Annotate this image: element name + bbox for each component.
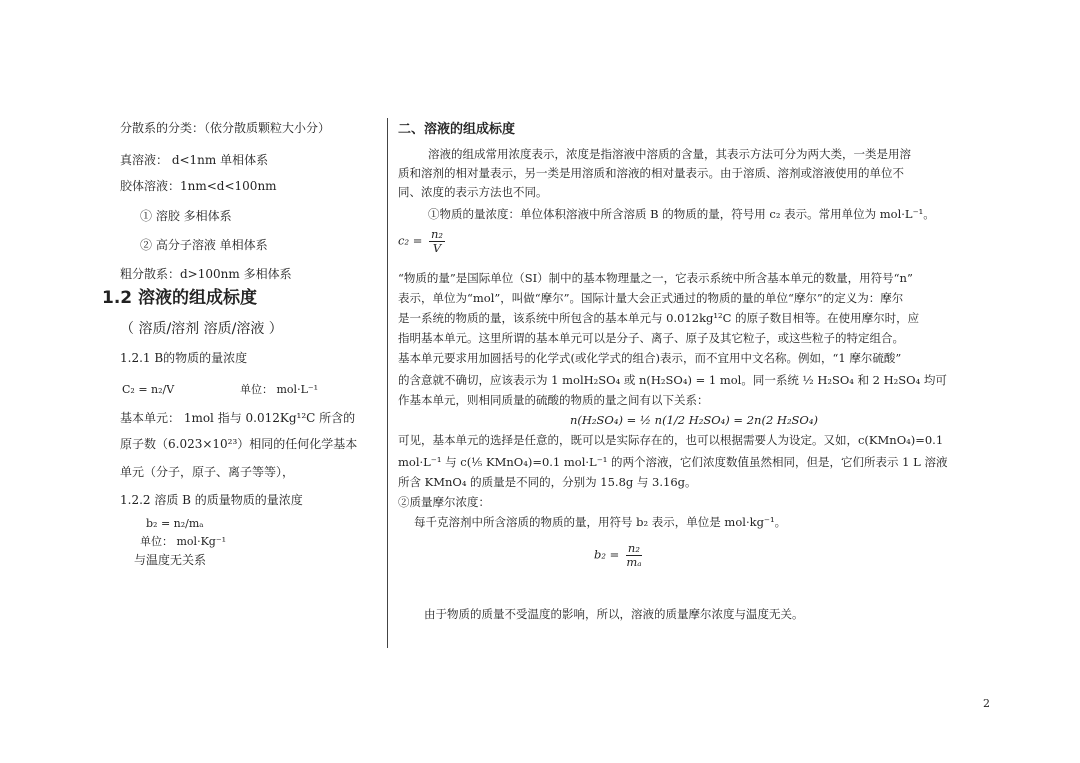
column-divider — [387, 118, 388, 648]
cb-unit: 单位： mol·L⁻¹ — [240, 383, 319, 396]
colloid-line: 胶体溶液：1nm<d<100nm — [120, 179, 277, 193]
sulfuric-equation: n(H₂SO₄) = ½ n(1/2 H₂SO₄) = 2n(2 H₂SO₄) — [570, 413, 818, 427]
bb-equation — [594, 542, 645, 569]
section-title: 1.2 溶液的组成标度 — [102, 288, 258, 308]
para1-line1: 溶液的组成常用浓度表示，浓度是指溶液中溶质的含量，其表示方法可分为两大类，一类是用溶 — [428, 147, 911, 161]
para6: 每千克溶剂中所含溶质的物质的量，用符号 b₂ 表示，单位是 mol·kg⁻¹。 — [414, 515, 787, 529]
para3-line2: 表示，单位为“mol”，叫做“摩尔”。国际计量大会正式通过的物质的量的单位“摩尔”的定义为：摩尔 — [398, 291, 904, 305]
right-title: 二、溶液的组成标度 — [398, 122, 516, 137]
bb-eq-lhs: b₂ = — [594, 547, 620, 562]
para7: 由于物质的质量不受温度的影响，所以，溶液的质量摩尔浓度与温度无关。 — [424, 607, 804, 621]
cb-denominator: V — [432, 241, 442, 255]
page-number: 2 — [983, 697, 990, 710]
bb-denominator: mₐ — [626, 555, 642, 569]
para3-line7: 作基本单元，则相同质量的硫酸的物质的量之间有以下关系： — [398, 393, 709, 407]
subsection-122: 1.2.2 溶质 B 的质量物质的量浓度 — [120, 493, 303, 507]
para2: ①物质的量浓度：单位体积溶液中所含溶质 B 的物质的量，符号用 c₂ 表示。常用单位为 mol·L⁻¹。 — [428, 207, 935, 221]
para3-line4: 指明基本单元。这里所谓的基本单元可以是分子、离子、原子及其它粒子，或这些粒子的特定组合。 — [398, 331, 904, 345]
polymer-solution-line: ② 高分子溶液 单相体系 — [140, 238, 268, 252]
para5: ②质量摩尔浓度： — [398, 495, 490, 509]
cb-fraction — [429, 228, 445, 255]
para4-line3: 所含 KMnO₄ 的质量是不同的，分别为 15.8g 与 3.16g。 — [398, 475, 697, 489]
para4-line1: 可见，基本单元的选择是任意的，既可以是实际存在的，也可以根据需要人为设定。又如，c(KMnO₄)=0.1 — [398, 433, 944, 447]
para3-line1: “物质的量”是国际单位（SI）制中的基本物理量之一，它表示系统中所含基本单元的数量，用符号“n” — [398, 271, 913, 285]
bb-numerator: n₂ — [627, 541, 640, 555]
para1-line3: 同、浓度的表示方法也不同。 — [398, 185, 548, 199]
cb-numerator: n₂ — [431, 227, 444, 241]
para3-line3: 是一系统的物质的量，该系统中所包含的基本单元与 0.012kg¹²C 的原子数目相等。在使用摩尔时，应 — [398, 311, 920, 325]
bb-fraction — [626, 542, 642, 569]
coarse-dispersion-line: 粗分散系：d>100nm 多相体系 — [120, 267, 292, 281]
para3-line6: 的含意就不确切，应该表示为 1 molH₂SO₄ 或 n(H₂SO₄) = 1 mol。同一系统 ½ H₂SO₄ 和 2 H₂SO₄ 均可 — [398, 373, 947, 387]
para4-line2: mol·L⁻¹ 与 c(⅕ KMnO₄)=0.1 mol·L⁻¹ 的两个溶液，它们浓度数值虽然相同，但是，它们所表示 1 L 溶液 — [398, 455, 948, 469]
section-subtitle: （ 溶质/溶剂 溶质/溶液 ） — [120, 321, 283, 337]
cb-formula: C₂ = n₂/V — [122, 383, 175, 396]
para1-line2: 质和溶剂的相对量表示，另一类是用溶质和溶液的相对量表示。由于溶质、溶剂或溶液使用的单位不 — [398, 166, 904, 180]
cb-eq-lhs: c₂ = — [398, 233, 423, 248]
sol-line: ① 溶胶 多相体系 — [140, 209, 232, 223]
bb-formula: b₂ = n₂/mₐ — [146, 517, 204, 530]
cb-equation — [398, 228, 448, 255]
temperature-note: 与温度无关系 — [134, 553, 207, 567]
bb-unit: 单位： mol·Kg⁻¹ — [140, 535, 227, 548]
base-unit-line2: 原子数（6.023×10²³）相同的任何化学基本 — [120, 437, 358, 451]
subsection-121: 1.2.1 B的物质的量浓度 — [120, 351, 248, 365]
true-solution-line: 真溶液： d<1nm 单相体系 — [120, 153, 269, 167]
base-unit-line3: 单元（分子，原子、离子等等）， — [120, 465, 295, 479]
dispersion-classification: 分散系的分类：（依分散质颗粒大小分） — [120, 121, 331, 135]
base-unit-line1: 基本单元： 1mol 指与 0.012Kg¹²C 所含的 — [120, 411, 356, 425]
para3-line5: 基本单元要求用加圆括号的化学式(或化学式的组合)表示，而不宜用中文名称。例如，“1 摩尔硫酸” — [398, 351, 902, 365]
